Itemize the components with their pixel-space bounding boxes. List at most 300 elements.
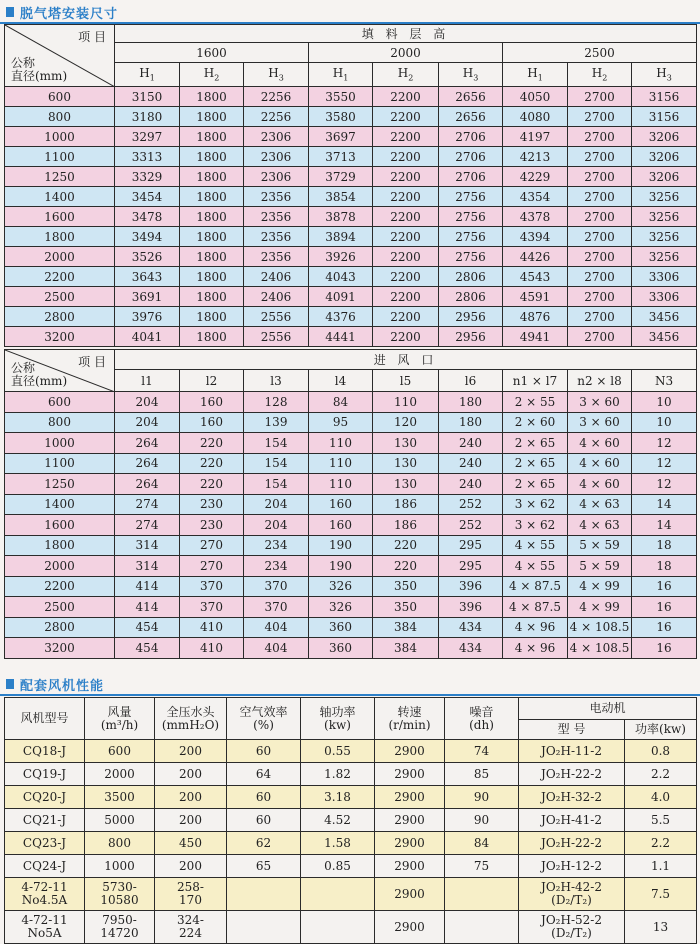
table-cell: 4 × 99: [568, 576, 632, 597]
table-cell: 2 × 65: [503, 433, 568, 454]
table-cell: 234: [244, 535, 309, 556]
table-cell: 3256: [632, 187, 697, 207]
table-cell: 4 × 55: [503, 535, 568, 556]
table-cell: 2256: [244, 87, 309, 107]
table-cell: JO₂H-32-2: [519, 786, 625, 809]
table-cell: 2900: [375, 740, 445, 763]
table-cell: 396: [439, 576, 503, 597]
sub-header: $H_1$: [115, 63, 180, 87]
table-cell: 1800: [180, 147, 244, 167]
table-cell: 3894: [309, 227, 373, 247]
table-cell: [301, 878, 375, 911]
table-cell: 18: [632, 556, 697, 577]
table-cell: 5 × 59: [568, 556, 632, 577]
table-cell: 314: [115, 556, 180, 577]
table-row: [5, 187, 697, 207]
table-cell: 3306: [632, 287, 697, 307]
table-row: [5, 307, 697, 327]
table-cell: 7950- 14720: [85, 911, 155, 944]
table-row: [5, 786, 697, 809]
header-motor: 电动机: [519, 698, 697, 720]
sub-header: $H_2$: [180, 63, 244, 87]
table-cell: 1800: [180, 247, 244, 267]
table-cell: 2806: [439, 267, 503, 287]
table-cell: 110: [309, 474, 373, 495]
table-cell: JO₂H-22-2: [519, 832, 625, 855]
table-cell: 1800: [180, 207, 244, 227]
table-cell: 3878: [309, 207, 373, 227]
table-cell: 0.55: [301, 740, 375, 763]
table-row: [5, 127, 697, 147]
table-cell: 2700: [568, 307, 632, 327]
table-cell: 4543: [503, 267, 568, 287]
table-cell: 16: [632, 597, 697, 618]
sub-header: n2 × l8: [568, 370, 632, 392]
table-row: [5, 392, 697, 413]
title-underline: [0, 694, 700, 696]
inlet-table: [4, 349, 697, 659]
table-cell: 2556: [244, 327, 309, 347]
table-cell: 4041: [115, 327, 180, 347]
table-row: [5, 453, 697, 474]
table-cell: 370: [244, 576, 309, 597]
table-cell: 2256: [244, 107, 309, 127]
table-cell: 3206: [632, 147, 697, 167]
table-cell: 295: [439, 556, 503, 577]
sub-header: l6: [439, 370, 503, 392]
table-cell: 3697: [309, 127, 373, 147]
table-cell: 160: [180, 412, 244, 433]
table-cell: 1800: [180, 227, 244, 247]
table-cell: 4441: [309, 327, 373, 347]
table-cell: 130: [373, 433, 439, 454]
corner-top-label: 项 目: [78, 30, 106, 44]
header-motor-power: 功率(kw): [625, 720, 697, 740]
table-cell: 12: [632, 433, 697, 454]
table-corner: [5, 25, 115, 87]
table-cell: 3150: [115, 87, 180, 107]
table-cell: 3297: [115, 127, 180, 147]
table-cell: 4.52: [301, 809, 375, 832]
table-cell: 2356: [244, 247, 309, 267]
table-cell: 65: [227, 855, 301, 878]
table-cell: 3156: [632, 87, 697, 107]
table-cell: 190: [309, 535, 373, 556]
table-row: [5, 412, 697, 433]
table-cell: 2200: [373, 207, 439, 227]
table-cell: 220: [373, 556, 439, 577]
table-cell: 154: [244, 474, 309, 495]
sub-header: $H_3$: [439, 63, 503, 87]
table-cell: 130: [373, 474, 439, 495]
table-cell: 186: [373, 494, 439, 515]
table-cell: 3456: [632, 327, 697, 347]
table-cell: 2356: [244, 187, 309, 207]
table-cell: 240: [439, 433, 503, 454]
table-cell: 2306: [244, 147, 309, 167]
table-cell: 16: [632, 617, 697, 638]
table-cell: 2200: [373, 107, 439, 127]
table-cell: 160: [180, 392, 244, 413]
table-cell: [445, 878, 519, 911]
table-cell: 2000: [85, 763, 155, 786]
table-cell: 2656: [439, 87, 503, 107]
table-cell: 14: [632, 494, 697, 515]
table-cell: 18: [632, 535, 697, 556]
table-cell: 204: [244, 515, 309, 536]
table-cell: 1800: [180, 307, 244, 327]
table-row: [5, 911, 697, 944]
table-cell: 3926: [309, 247, 373, 267]
table-cell: 370: [244, 597, 309, 618]
table-cell: 600: [85, 740, 155, 763]
table-cell: 2.2: [625, 832, 697, 855]
table-cell: 800: [5, 107, 115, 127]
table-cell: 2900: [375, 786, 445, 809]
table-row: [5, 763, 697, 786]
table-cell: 2200: [5, 267, 115, 287]
table-cell: 360: [309, 638, 373, 659]
table-cell: 3180: [115, 107, 180, 127]
table-cell: 410: [180, 617, 244, 638]
table-cell: 2800: [5, 617, 115, 638]
table-cell: 2706: [439, 167, 503, 187]
table-cell: 4 × 96: [503, 638, 568, 659]
table-cell: 64: [227, 763, 301, 786]
table-cell: 4426: [503, 247, 568, 267]
table-cell: 326: [309, 576, 373, 597]
table-cell: 4941: [503, 327, 568, 347]
table-cell: JO₂H-42-2 (D₂/T₂): [519, 878, 625, 911]
table-cell: 5.5: [625, 809, 697, 832]
table-cell: 2406: [244, 287, 309, 307]
table-row: [5, 87, 697, 107]
table-cell: 4 × 55: [503, 556, 568, 577]
table-cell: 4376: [309, 307, 373, 327]
table-cell: 4 × 87.5: [503, 576, 568, 597]
table-cell: 4 × 60: [568, 453, 632, 474]
table-cell: 84: [309, 392, 373, 413]
table-cell: 0.8: [625, 740, 697, 763]
table-cell: 200: [155, 809, 227, 832]
table-cell: JO₂H-11-2: [519, 740, 625, 763]
table-cell: 370: [180, 597, 244, 618]
table-cell: 1800: [180, 267, 244, 287]
table-row: [5, 267, 697, 287]
table-cell: 3580: [309, 107, 373, 127]
table-cell: 4-72-11 No5A: [5, 911, 85, 944]
table-cell: 2556: [244, 307, 309, 327]
table-cell: 200: [155, 763, 227, 786]
table-cell: 5730- 10580: [85, 878, 155, 911]
table-cell: 264: [115, 433, 180, 454]
table-cell: CQ24-J: [5, 855, 85, 878]
table-cell: 4080: [503, 107, 568, 127]
table-cell: 3206: [632, 167, 697, 187]
table-cell: CQ19-J: [5, 763, 85, 786]
table-cell: 414: [115, 597, 180, 618]
table-cell: 1800: [5, 535, 115, 556]
table-cell: 14: [632, 515, 697, 536]
table-cell: 2900: [375, 832, 445, 855]
table-cell: 3 × 62: [503, 494, 568, 515]
table-cell: 2706: [439, 127, 503, 147]
table-cell: 4354: [503, 187, 568, 207]
table-cell: 314: [115, 535, 180, 556]
sub-header: $H_1$: [309, 63, 373, 87]
table-cell: 2900: [375, 911, 445, 944]
table-cell: 2656: [439, 107, 503, 127]
table-row: [5, 287, 697, 307]
table-cell: 2200: [373, 167, 439, 187]
table-cell: 12: [632, 453, 697, 474]
table-cell: 3643: [115, 267, 180, 287]
table-cell: 2356: [244, 207, 309, 227]
table-cell: 274: [115, 515, 180, 536]
table-cell: 4 × 96: [503, 617, 568, 638]
table-cell: 1800: [180, 87, 244, 107]
table-cell: 2200: [373, 307, 439, 327]
table-cell: 434: [439, 617, 503, 638]
table-cell: 4.0: [625, 786, 697, 809]
table-cell: 3456: [632, 307, 697, 327]
table-cell: 450: [155, 832, 227, 855]
table-cell: 0.85: [301, 855, 375, 878]
table-cell: 4229: [503, 167, 568, 187]
section-title-tower: [0, 2, 118, 22]
table-cell: 3 × 60: [568, 392, 632, 413]
table-row: [5, 740, 697, 763]
table-cell: CQ23-J: [5, 832, 85, 855]
table-cell: 384: [373, 617, 439, 638]
table-cell: 3729: [309, 167, 373, 187]
table-cell: 2200: [373, 247, 439, 267]
table-cell: 3206: [632, 127, 697, 147]
table-cell: 1000: [5, 433, 115, 454]
table-cell: 160: [309, 494, 373, 515]
table-cell: 2200: [373, 127, 439, 147]
table-cell: 1800: [180, 287, 244, 307]
table-cell: 230: [180, 515, 244, 536]
sub-header: N3: [632, 370, 697, 392]
sub-header: $H_1$: [503, 63, 568, 87]
table-cell: 324- 224: [155, 911, 227, 944]
table-row: [5, 167, 697, 187]
table-row: [5, 107, 697, 127]
table-row: [5, 535, 697, 556]
table-cell: 350: [373, 597, 439, 618]
table-row: [5, 597, 697, 618]
table-cell: 1400: [5, 494, 115, 515]
table-cell: 154: [244, 453, 309, 474]
table-cell: 454: [115, 638, 180, 659]
table-cell: 180: [439, 412, 503, 433]
table-cell: 2756: [439, 247, 503, 267]
table-cell: 7.5: [625, 878, 697, 911]
table-cell: 2900: [375, 763, 445, 786]
table-cell: 4091: [309, 287, 373, 307]
table-cell: 4 × 60: [568, 474, 632, 495]
table-cell: 295: [439, 535, 503, 556]
table-cell: 16: [632, 638, 697, 659]
table-cell: 1800: [180, 187, 244, 207]
table-cell: 3200: [5, 638, 115, 659]
height-group-header: 1600: [115, 43, 309, 63]
table-cell: 2200: [373, 187, 439, 207]
header-motor-model: 型 号: [519, 720, 625, 740]
table-row: [5, 638, 697, 659]
table-row: [5, 207, 697, 227]
table-row: [5, 556, 697, 577]
table-cell: 414: [115, 576, 180, 597]
table-cell: 2806: [439, 287, 503, 307]
table-cell: 1600: [5, 207, 115, 227]
table-cell: 2700: [568, 167, 632, 187]
table-row: [5, 855, 697, 878]
table-cell: 2200: [373, 87, 439, 107]
table-cell: 3 × 62: [503, 515, 568, 536]
corner-bottom-label: 公称 直径(mm): [11, 361, 68, 388]
table-cell: 800: [5, 412, 115, 433]
table-cell: 3976: [115, 307, 180, 327]
table-cell: 60: [227, 809, 301, 832]
table-cell: 110: [309, 453, 373, 474]
table-cell: JO₂H-22-2: [519, 763, 625, 786]
table-cell: 3313: [115, 147, 180, 167]
table-cell: 264: [115, 453, 180, 474]
table-cell: 4197: [503, 127, 568, 147]
table-cell: 2306: [244, 167, 309, 187]
table-cell: 240: [439, 474, 503, 495]
table-cell: 1000: [5, 127, 115, 147]
table-cell: 1250: [5, 474, 115, 495]
table-cell: 600: [5, 87, 115, 107]
table-cell: 74: [445, 740, 519, 763]
table-cell: 12: [632, 474, 697, 495]
table-cell: 3500: [85, 786, 155, 809]
table-cell: 270: [180, 535, 244, 556]
table-cell: 3454: [115, 187, 180, 207]
table-cell: 2200: [373, 147, 439, 167]
table-cell: 5000: [85, 809, 155, 832]
table-cell: 2700: [568, 207, 632, 227]
table-cell: 3526: [115, 247, 180, 267]
table-cell: 2756: [439, 207, 503, 227]
table-cell: 3256: [632, 207, 697, 227]
table-cell: 2 × 65: [503, 453, 568, 474]
section-title-text: 脱气塔安装尺寸: [20, 6, 119, 22]
table-cell: 95: [309, 412, 373, 433]
table-row: [5, 809, 697, 832]
table-cell: [227, 911, 301, 944]
table-cell: 410: [180, 638, 244, 659]
table-cell: CQ21-J: [5, 809, 85, 832]
table-cell: 2706: [439, 147, 503, 167]
table-cell: 2500: [5, 287, 115, 307]
table-cell: 2000: [5, 247, 115, 267]
table-cell: 800: [85, 832, 155, 855]
tower-height-table: [4, 24, 697, 347]
table-cell: 180: [439, 392, 503, 413]
table-cell: 2756: [439, 187, 503, 207]
table-cell: 600: [5, 392, 115, 413]
table-cell: 2700: [568, 147, 632, 167]
table-cell: 2 × 60: [503, 412, 568, 433]
table-cell: 3478: [115, 207, 180, 227]
table-cell: 4394: [503, 227, 568, 247]
table-cell: 3494: [115, 227, 180, 247]
table-cell: 186: [373, 515, 439, 536]
table-cell: 1800: [180, 127, 244, 147]
table-cell: 396: [439, 597, 503, 618]
table-cell: 139: [244, 412, 309, 433]
fan-performance-table: [4, 697, 697, 944]
section-title-text: 配套风机性能: [20, 678, 105, 694]
table-cell: 204: [115, 392, 180, 413]
table-cell: 3329: [115, 167, 180, 187]
table-cell: 128: [244, 392, 309, 413]
table-cell: 1800: [180, 107, 244, 127]
table-cell: 2200: [373, 327, 439, 347]
table-cell: 10: [632, 412, 697, 433]
table-cell: 1800: [5, 227, 115, 247]
table-cell: 230: [180, 494, 244, 515]
table-cell: 200: [155, 786, 227, 809]
table-corner: [5, 350, 115, 392]
group-header: 填 料 层 高: [115, 25, 697, 43]
table-cell: 2000: [5, 556, 115, 577]
table-cell: 62: [227, 832, 301, 855]
table-row: [5, 494, 697, 515]
table-cell: 2800: [5, 307, 115, 327]
table-cell: 1.82: [301, 763, 375, 786]
table-cell: 2306: [244, 127, 309, 147]
table-cell: CQ20-J: [5, 786, 85, 809]
sub-header: $H_3$: [632, 63, 697, 87]
table-cell: 75: [445, 855, 519, 878]
table-cell: 2.2: [625, 763, 697, 786]
sub-header: $H_2$: [568, 63, 632, 87]
table-cell: 190: [309, 556, 373, 577]
header-flow: 风量 (m³/h): [85, 698, 155, 740]
table-cell: 3550: [309, 87, 373, 107]
table-cell: 252: [439, 515, 503, 536]
table-cell: 1800: [180, 327, 244, 347]
table-cell: 4591: [503, 287, 568, 307]
table-cell: 4 × 63: [568, 515, 632, 536]
table-cell: 2956: [439, 307, 503, 327]
title-marker: [6, 7, 14, 17]
table-row: [5, 474, 697, 495]
table-cell: 264: [115, 474, 180, 495]
sub-header: l5: [373, 370, 439, 392]
table-cell: 4 × 63: [568, 494, 632, 515]
table-cell: 2900: [375, 855, 445, 878]
table-cell: 274: [115, 494, 180, 515]
table-cell: 200: [155, 855, 227, 878]
table-cell: 220: [180, 433, 244, 454]
table-cell: 326: [309, 597, 373, 618]
table-row: [5, 147, 697, 167]
table-row: [5, 433, 697, 454]
header-speed: 转速 (r/min): [375, 698, 445, 740]
table-cell: 2700: [568, 107, 632, 127]
table-cell: 204: [115, 412, 180, 433]
section-title-fan: [0, 674, 104, 694]
table-cell: 60: [227, 740, 301, 763]
table-cell: 2356: [244, 227, 309, 247]
table-cell: JO₂H-12-2: [519, 855, 625, 878]
